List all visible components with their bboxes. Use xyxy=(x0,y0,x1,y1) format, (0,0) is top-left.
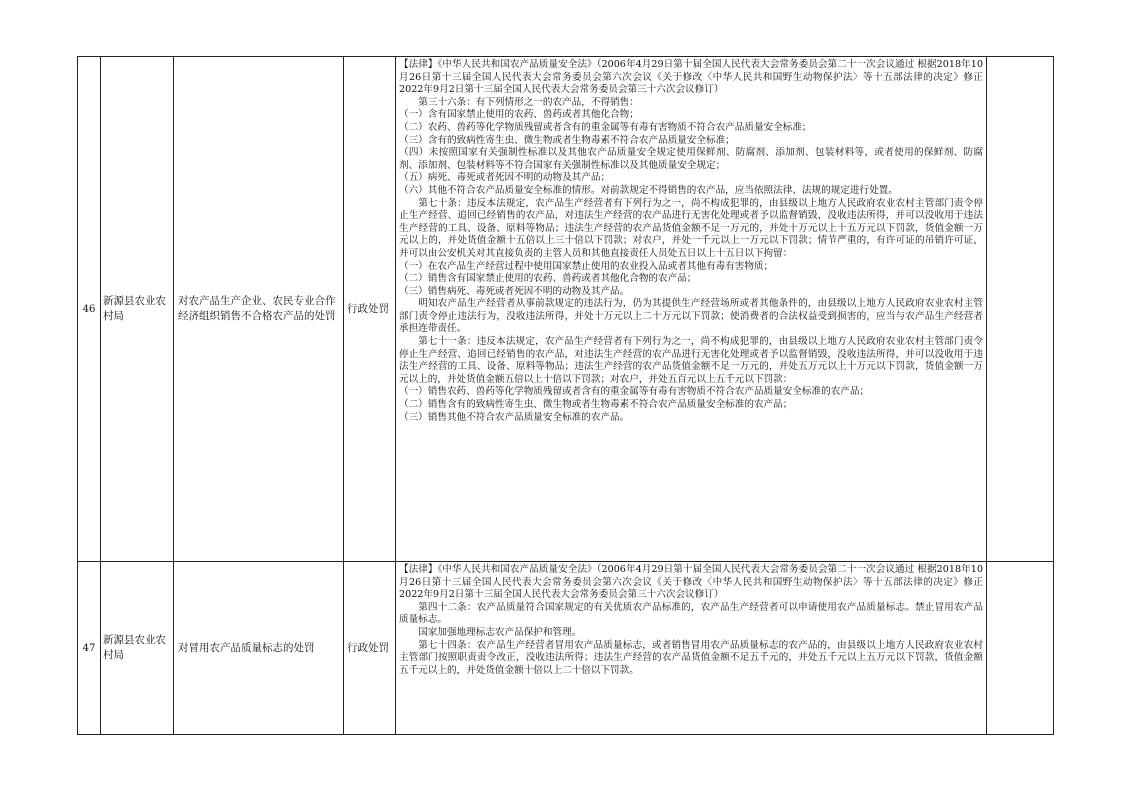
article-text: 第七十条：违反本法规定，农产品生产经营者有下列行为之一，尚不构成犯罪的，由县级以上地方人民政府农业农村主管部门责令停止生产经营、追回已经销售的农产品，对违法生产经营的农产品进行无害化处理或者予以监督销毁，没收违法所得，并可以没收用于违法生产经营的工具、设备、原料等物品；违法生产经营的农产品货值金额不足一万元的，并处十万元以上十五万元以下罚款，货值金额一万元以上的，并处货值金额十五倍以上三十倍以下罚款；对农户，并处一千元以上一万元以下罚款；情节严重的，有许可证的吊销许可证，并可以由公安机关对其直接负责的主管人员和其他直接责任人员处五日以上十五日以下拘留： xyxy=(399,197,983,259)
clause-text: （三）销售其他不符合农产品质量安全标准的农产品。 xyxy=(399,411,630,423)
law-title: 【法律】《中华人民共和国农产品质量安全法》（2006年4月29日第十届全国人民代表大会常务委员会第二十一次会议通过 根据2018年10月26日第十三届全国人民代表大会常务委员会第六次会议《关于修改〈中华人民共和国野生动物保护法〉等十五部法律的决定》修正 2022年9月2日第十三届全国人民代表大会常务委员会第三十六次会议修订） xyxy=(399,564,983,601)
remarks-cell xyxy=(987,57,1054,562)
law-title: 【法律】《中华人民共和国农产品质量安全法》（2006年4月29日第十届全国人民代表大会常务委员会第二十一次会议通过 根据2018年10月26日第十三届全国人民代表大会常务委员会第六次会议《关于修改〈中华人民共和国野生动物保护法〉等十五部法律的决定》修正 2022年9月2日第十三届全国人民代表大会常务委员会第三十六次会议修订） xyxy=(399,59,983,96)
clause-text: （二）农药、兽药等化学物质残留或者含有的重金属等有毒有害物质不符合农产品质量安全标准； xyxy=(399,121,812,133)
legal-basis-cell xyxy=(396,562,987,735)
article-text: 第七十一条：违反本法规定，农产品生产经营者有下列行为之一，尚不构成犯罪的，由县级以上地方人民政府农业农村主管部门责令停止生产经营、追回已经销售的农产品，对违法生产经营的农产品进行无害化处理或者予以监督销毁，没收违法所得，并可以没收用于违法生产经营的工具、设备、原料等物品；违法生产经营的农产品货值金额不足一万元的，并处五万元以上十万元以下罚款，货值金额一万元以上的，并处货值金额五倍以上十倍以下罚款；对农户，并处五百元以上五千元以下罚款： xyxy=(399,336,983,385)
remarks-cell xyxy=(987,562,1054,735)
item-type-cell: 行政处罚 xyxy=(344,57,396,562)
clause-text: （一）在农产品生产经营过程中使用国家禁止使用的农业投入品或者其他有毒有害物质； xyxy=(399,260,774,272)
clause-text: （一）含有国家禁止使用的农药、兽药或者其他化合物； xyxy=(399,109,639,121)
item-type-cell: 行政处罚 xyxy=(344,562,396,735)
clause-text: （二）销售含有国家禁止使用的农药、兽药或者其他化合物的农产品； xyxy=(399,273,697,285)
department-cell: 新源县农业农村局 xyxy=(101,562,174,735)
legal-basis-cell xyxy=(396,57,987,562)
law-table xyxy=(77,56,1054,735)
article-text: 第七十四条：农产品生产经营者冒用农产品质量标志，或者销售冒用农产品质量标志的农产品的，由县级以上地方人民政府农业农村主管部门按照职责责令改正，没收违法所得；违法生产经营的农产品货值金额不足五千元的，并处五千元以上五万元以下罚款，货值金额五千元以上的，并处货值金额十倍以上二十倍以下罚款。 xyxy=(399,639,983,676)
article-text: 明知农产品生产经营者从事前款规定的违法行为，仍为其提供生产经营场所或者其他条件的，由县级以上地方人民政府农业农村主管部门责令停止违法行为，没收违法所得，并处十万元以上二十万元以下罚款；使消费者的合法权益受到损害的，应当与农产品生产经营者承担连带责任。 xyxy=(399,298,983,335)
row-number: 47 xyxy=(78,562,101,735)
item-name-cell: 对农产品生产企业、农民专业合作经济组织销售不合格农产品的处罚 xyxy=(174,57,344,562)
article-text: 第三十六条：有下列情形之一的农产品，不得销售： xyxy=(418,96,639,108)
clause-text: （三）含有的致病性寄生虫、微生物或者生物毒素不符合农产品质量安全标准； xyxy=(399,134,735,146)
table-row xyxy=(78,57,1054,562)
table-row xyxy=(78,562,1054,735)
clause-text: （一）销售农药、兽药等化学物质残留或者含有的重金属等有毒有害物质不符合农产品质量安全标准的农产品； xyxy=(399,386,870,398)
article-text: 第四十二条：农产品质量符合国家规定的有关优质农产品标准的，农产品生产经营者可以申请使用农产品质量标志。禁止冒用农产品质量标志。 xyxy=(399,601,983,626)
clause-text: （三）销售病死、毒死或者死因不明的动物及其产品。 xyxy=(399,285,630,297)
row-number: 46 xyxy=(78,57,101,562)
clause-text: （五）病死、毒死或者死因不明的动物及其产品； xyxy=(399,172,611,184)
article-text: 国家加强地理标志农产品保护和管理。 xyxy=(418,626,582,638)
item-name-cell: 对冒用农产品质量标志的处罚 xyxy=(174,562,344,735)
department-cell: 新源县农业农村局 xyxy=(101,57,174,562)
clause-text: （二）销售含有的致病性寄生虫、微生物或者生物毒素不符合农产品质量安全标准的农产品； xyxy=(399,399,793,411)
clause-text: （四）未按照国家有关强制性标准以及其他农产品质量安全规定使用保鲜剂、防腐剂、添加剂、包装材料等，或者使用的保鲜剂、防腐剂、添加剂、包装材料等不符合国家有关强制性标准以及其他质量安全规定； xyxy=(399,147,983,171)
clause-text: （六）其他不符合农产品质量安全标准的情形。对前款规定不得销售的农产品，应当依照法律、法规的规定进行处置。 xyxy=(399,184,898,196)
